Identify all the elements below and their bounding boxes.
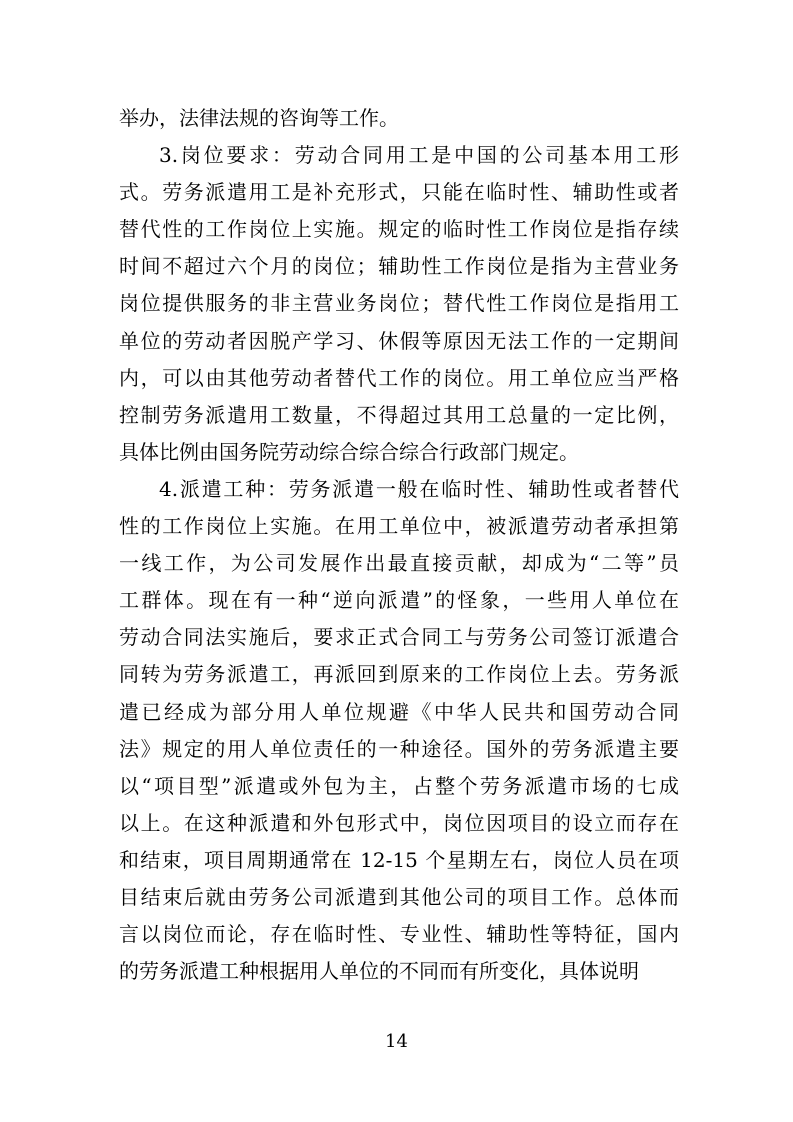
page-number: 14 bbox=[385, 1031, 408, 1052]
text-line: 遣已经成为部分用人单位规避《中华人民共和国劳动合同 bbox=[119, 699, 679, 724]
text-line: 4.派遣工种：劳务派遣一般在临时性、辅助性或者替代 bbox=[159, 476, 679, 501]
text-line: 法》规定的用人单位责任的一种途径。国外的劳务派遣主要 bbox=[119, 736, 679, 761]
text-line: 单位的劳动者因脱产学习、休假等原因无法工作的一定期间 bbox=[119, 328, 679, 353]
text-line: 3.岗位要求：劳动合同用工是中国的公司基本用工形 bbox=[159, 143, 679, 168]
text-line: 控制劳务派遣用工数量，不得超过其用工总量的一定比例， bbox=[119, 402, 679, 427]
text-line: 以“项目型”派遣或外包为主，占整个劳务派遣市场的七成 bbox=[119, 773, 679, 798]
text-line: 劳动合同法实施后，要求正式合同工与劳务公司签订派遣合 bbox=[119, 625, 679, 650]
text-line: 内，可以由其他劳动者替代工作的岗位。用工单位应当严格 bbox=[119, 365, 679, 390]
text-line: 岗位提供服务的非主营业务岗位；替代性工作岗位是指用工 bbox=[119, 291, 679, 316]
text-line: 举办，法律法规的咨询等工作。 bbox=[119, 106, 399, 130]
text-line: 性的工作岗位上实施。在用工单位中，被派遣劳动者承担第 bbox=[119, 514, 679, 539]
text-line: 一线工作，为公司发展作出最直接贡献，却成为“二等”员 bbox=[119, 551, 679, 576]
body-text bbox=[119, 100, 679, 990]
text-line: 替代性的工作岗位上实施。规定的临时性工作岗位是指存续 bbox=[119, 217, 679, 242]
text-line: 时间不超过六个月的岗位；辅助性工作岗位是指为主营业务 bbox=[119, 254, 679, 279]
text-line: 的劳务派遣工种根据用人单位的不同而有所变化，具体说明 bbox=[119, 959, 639, 984]
text-line: 同转为劳务派遣工，再派回到原来的工作岗位上去。劳务派 bbox=[119, 662, 679, 687]
text-line: 言以岗位而论，存在临时性、专业性、辅助性等特征，国内 bbox=[119, 922, 679, 947]
paragraph bbox=[119, 137, 679, 471]
text-line: 和结束，项目周期通常在 12-15 个星期左右，岗位人员在项 bbox=[119, 847, 679, 872]
text-line: 以上。在这种派遣和外包形式中，岗位因项目的设立而存在 bbox=[119, 810, 679, 835]
text-line: 工群体。现在有一种“逆向派遣”的怪象，一些用人单位在 bbox=[119, 588, 679, 613]
text-line: 式。劳务派遣用工是补充形式，只能在临时性、辅助性或者 bbox=[119, 180, 679, 205]
text-line: 目结束后就由劳务公司派遣到其他公司的项目工作。总体而 bbox=[119, 884, 679, 909]
text-line: 具体比例由国务院劳动综合综合综合行政部门规定。 bbox=[119, 439, 579, 464]
paragraph bbox=[119, 471, 679, 990]
paragraph bbox=[119, 100, 679, 137]
